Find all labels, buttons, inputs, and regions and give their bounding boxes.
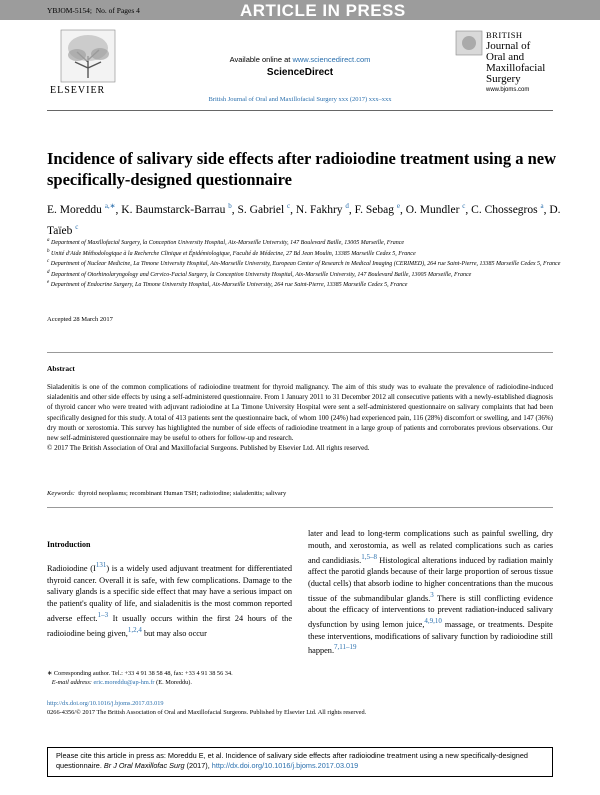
header-divider: [47, 110, 553, 111]
keywords: Keywords: thyroid neoplasms; recombinant Human TSH; radioiodine; sialadenitis; salivary: [47, 490, 287, 497]
email-link[interactable]: eric.moreddu@ap-hm.fr: [93, 678, 155, 686]
affiliation-item: $^b$ Unité d'Aide Méthodologique à la Recherche Clinique et Épidémiologique, Faculté de Médecine, 27 Bd Jean Moulin, 13385 Marseille Cedex 5, France: [47, 248, 416, 257]
corresponding-footnote: ∗ Corresponding author. Tel.: +33 4 91 38 58 48, fax: +33 4 91 38 56 34. E-mail address: eric.moreddu@ap-hm.fr (E. Moreddu).: [47, 670, 233, 686]
affiliations: [47, 237, 567, 290]
doi-block: http://dx.doi.org/10.1016/j.bjoms.2017.03.019 0266-4356/© 2017 The British Association of Oral and Maxillofacial Surgeons. Published by Elsevier Ltd. All rights reserved.: [47, 700, 367, 716]
copyright-line: © 2017 The British Association of Oral and Maxillofacial Surgeons. Published by Elsevier Ltd. All rights reserved.: [47, 444, 370, 453]
author-list: E. Moreddu $^{a,∗}$, K. Baumstarck-Barrau $^b$, S. Gabriel $^c$, N. Fakhry $^d$, F. Sebag $^e$, O. Mundler $^c$, C. Chossegros $^a$, D. Taïeb $^c$: [47, 202, 561, 237]
journal-url[interactable]: www.bjoms.com: [486, 87, 530, 93]
affiliation-item: $^e$ Department of Endocrine Surgery, La Timone University Hospital, Aix-Marseille University, 264 rue Saint-Pierre, 13385 Marseille Cedex 5, France: [47, 280, 408, 288]
abstract-text: Sialadenitis is one of the common complications of radioiodine treatment for thyroid malignancy. The aim of this study was to evaluate the prevalence of radioiodine-induced sialadenitis and other side effects by using a self-administered questionnaire. From 1 January 2011 to 31 December 2012 all consecutive patients with a newly-established diagnosis of thyroid cancer who were treated with adjuvant radioiodine at La Timone University Hospital were sent a self-administered questionnaire on salivary complaints that had been specifically designed for this study. A total of 413 patients sent the questionnaire back, of whom 100 (24%) had experienced pain, 116 (28%) discomfort or swelling, and 147 (36%) dry mouth or xerostomia. This survey has highlighted the number of side effects of radioiodine treatment in a large group of patients and corroborates previous observations. Our new self-administered questionnaire may be useful to others for follow-up and research. © 2017 The British Association of Oral and Maxillofacial Surgeons. Published by Elsevier Ltd. All rights reserved.: [47, 383, 553, 453]
affiliation-item: $^d$ Department of Otorhinolaryngology and Cervico-Facial Surgery, la Conception University Hospital, Aix-Marseille University, 147 Boulevard Baille, 13005 Marseille, France: [47, 269, 472, 278]
citation-box: Please cite this article in press as: Moreddu E, et al. Incidence of salivary side effects after radioiodine treatment using a new specifically-designed questionnaire. Br J Oral Maxillofac Surg (2017), http://dx.doi.org/10.1016/j.bjoms.2017.03.019: [47, 747, 553, 777]
introduction-heading: Introduction: [47, 540, 91, 549]
body-column-left: Radioiodine $(I^{131})$ is a widely used adjuvant treatment for differentiated thyroid cancer. Overall it is safe, with few complications. Damage to the salivary glands is a specific side effect that may have a serious impact on the patient's quality of life, and sialadenitis is the most common reported adverse effect.$^{1-3}$ It usually occurs within the first 24 hours of the radioiodine being given,$^{1,2,4}$ but may also occur: [47, 561, 293, 638]
citation-doi-link[interactable]: http://dx.doi.org/10.1016/j.bjoms.2017.03.019: [211, 761, 359, 770]
sciencedirect-wordmark: ScienceDirect: [266, 67, 334, 78]
journal-cover-icon: [455, 30, 483, 56]
article-title: Incidence of salivary side effects after radioiodine treatment using a new specifically-designed questionnaire: [47, 149, 556, 189]
article-id: YBJOM-5154; No. of Pages 4: [47, 6, 140, 15]
abstract-divider-top: [47, 352, 553, 353]
sciencedirect-link[interactable]: www.sciencedirect.com: [292, 55, 371, 64]
banner-status: ARTICLE IN PRESS: [240, 1, 406, 20]
available-online: Available online at www.sciencedirect.com: [229, 55, 371, 64]
doi-link[interactable]: http://dx.doi.org/10.1016/j.bjoms.2017.03.019: [47, 700, 164, 707]
elsevier-wordmark: ELSEVIER: [50, 85, 106, 96]
abstract-heading: Abstract: [47, 364, 75, 373]
journal-citation-line: British Journal of Oral and Maxillofacial Surgery xxx (2017) xxx–xxx: [208, 96, 392, 103]
affiliation-item: $^c$ Department of Nuclear Medicine, La Timone University Hospital, Aix-Marseille University, European Center of Research in Medical Imaging (CERIMED), 264 rue Saint-Pierre, 13385 Marseille Cedex 5, France: [47, 259, 561, 267]
accepted-date: Accepted 28 March 2017: [47, 316, 113, 323]
body-column-right: later and lead to long-term complications such as painful swelling, dry mouth, and xerostomia, as well as related complications such as caries and candidiasis.$^{1,5-8}$ Histological alterations induced by radiation mainly affect the parotid glands because of their large proportion of serous tissue (ductal cells) that absorb iodine to higher concentrations than the mucous tissue of the submandibular glands.$^3$ There is still conflicting evidence about the efficacy of interventions to prevent radiation-induced salivary dysfunction by using lemon juice,$^{4,9,10}$ massage, or treatments. Despite these interventions, modifications of salivary function by radioiodine still happen.$^{7,11-19}$: [308, 529, 554, 656]
journal-name: BRITISH Journal of Oral and Maxillofacial Surgery: [486, 30, 546, 85]
affiliation-item: $^a$ Department of Maxillofacial Surgery, la Conception University Hospital, Aix-Marseille University, 147 Boulevard Baille, 13005 Marseille, France: [47, 238, 405, 246]
abstract-divider-bottom: [47, 507, 553, 508]
